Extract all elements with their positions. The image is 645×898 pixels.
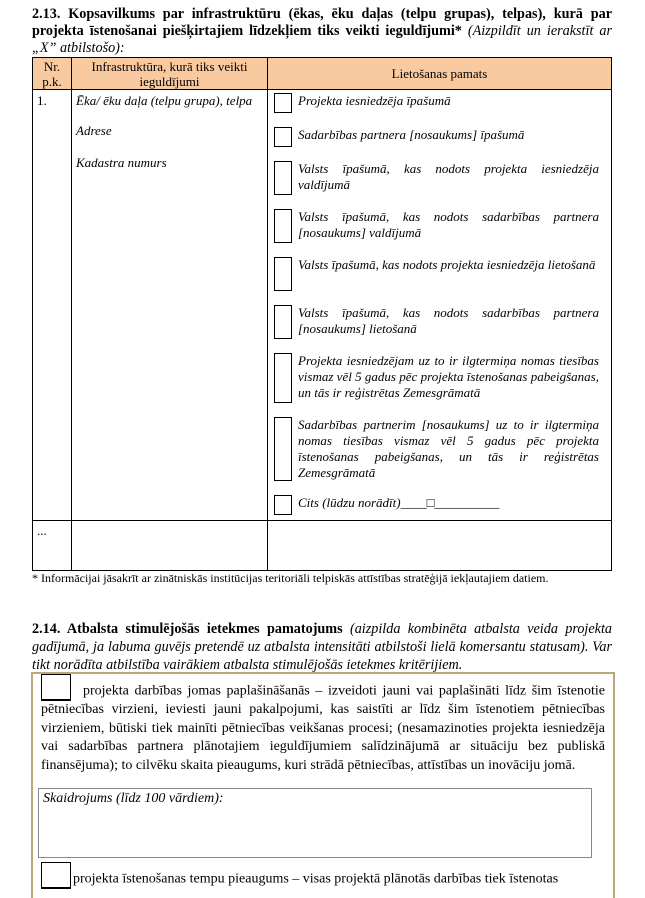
checkbox[interactable] [274, 305, 292, 339]
building-label[interactable]: Ēka/ ēku daļa (telpu grupa), telpa [76, 93, 253, 108]
checkbox[interactable] [274, 161, 292, 195]
option-label: Valsts īpašumā, kas nodots sadarbības partnera [nosaukums] lietošanā [298, 305, 599, 336]
footnote: * Informācijai jāsakrīt ar zinātniskās institūcijas teritoriāli telpiskās attīstības stratēģijā iekļautajiem datiem. [32, 571, 549, 585]
explanation-field[interactable] [38, 788, 592, 858]
heading-bold: 2.13. Kopsavilkums par infrastruktūru (ēkas, ēku daļas (telpu grupas), telpas), kurā par projekta īstenošanai piešķirtajiem līdzekļiem tiks veikti ieguldījumi* [32, 6, 612, 39]
checkbox[interactable] [41, 674, 71, 701]
col-header-infrastructure: Infrastruktūra, kurā tiks veikti ieguldījumi [72, 58, 268, 90]
section-2-14-heading [32, 620, 612, 674]
option-label-other[interactable]: Cits (lūdzu norādīt)____□__________ [298, 495, 500, 510]
section-2-13-heading [32, 6, 612, 57]
checkbox[interactable] [274, 93, 292, 113]
heading-instruction: (Aizpildīt un ierakstīt ar „X” atbilstošo): [32, 23, 613, 56]
criterion-text: projekta īstenošanas tempu pieaugums – visas projektā plānotās darbības tiek īstenotas [73, 871, 559, 887]
option-label: Valsts īpašumā, kas nodots sadarbības partnera [nosaukums] valdījumā [298, 209, 599, 240]
heading-instruction: (aizpilda kombinēta atbalsta veida projekta gadījumā, ja labuma guvējs pretendē uz atbalsta intensitāti atbilstoši lielā komersantu statusam). Var tikt norādīta atbilstība vairākiem atbalsta stimulējošās ietekmes kritērijiem. [32, 621, 612, 673]
col-header-nr: Nr. p.k. [33, 58, 72, 90]
infrastructure-table [32, 57, 612, 571]
heading-bold: 2.14. Atbalsta stimulējošās ietekmes pamatojums [32, 621, 343, 637]
option-label: Sadarbības partnerim [nosaukums] uz to ir ilgtermiņa nomas tiesības vismaz vēl 5 gadus pēc projekta īstenošanas pabeigšanas, un tās ir reģistrētas Zemesgrāmatā [298, 417, 599, 480]
option-label: Valsts īpašumā, kas nodots projekta iesniedzēja valdījumā [298, 161, 599, 192]
checkbox[interactable] [41, 862, 71, 889]
criteria-box [31, 672, 615, 898]
criterion-text: projekta darbības jomas paplašināšanās – izveidoti jauni vai paplašināti līdz šim īstenotie pētniecības virzieni, ieviesti jauni pakalpojumi, kas saistīti ar līdz šim īstenotiem pētniecības virzieniem, būtiski tiek mainīti pētniecības veikšanas procesi; (nesamazinoties projekta iesniedzēja vai sadarbības partnera plānotajiem ieguldījumiem salīdzinājumā ar situāciju bez publiskā finansējuma); to cilvēku skaita pieaugums, kuri strādā pētniecības, attīstības un inovāciju jomā. [41, 683, 605, 773]
col-header-usage-basis: Lietošanas pamats [268, 58, 612, 90]
option-label: Valsts īpašumā, kas nodots projekta iesniedzēja lietošanā [298, 257, 596, 272]
option-label: Projekta iesniedzēja īpašumā [298, 93, 451, 108]
row-number: ... [33, 521, 72, 571]
checkbox[interactable] [274, 127, 292, 147]
infrastructure-cell[interactable] [72, 521, 268, 571]
address-label[interactable]: Adrese [76, 123, 112, 138]
table-row [33, 521, 612, 571]
checkbox[interactable] [274, 417, 292, 481]
checkbox[interactable] [274, 209, 292, 243]
option-label: Projekta iesniedzējam uz to ir ilgtermiņa nomas tiesības vismaz vēl 5 gadus pēc projekta īstenošanas pabeigšanas, un tās ir reģistrētas Zemesgrāmatā [298, 353, 599, 400]
explanation-label: Skaidrojums (līdz 100 vārdiem): [43, 791, 224, 806]
table-row [33, 90, 612, 521]
usage-cell[interactable] [268, 521, 612, 571]
usage-options [268, 90, 612, 521]
checkbox[interactable] [274, 353, 292, 403]
checkbox[interactable] [274, 495, 292, 515]
option-label: Sadarbības partnera [nosaukums] īpašumā [298, 127, 525, 142]
cadastre-label[interactable]: Kadastra numurs [76, 155, 167, 170]
row-number: 1. [33, 90, 72, 521]
checkbox[interactable] [274, 257, 292, 291]
